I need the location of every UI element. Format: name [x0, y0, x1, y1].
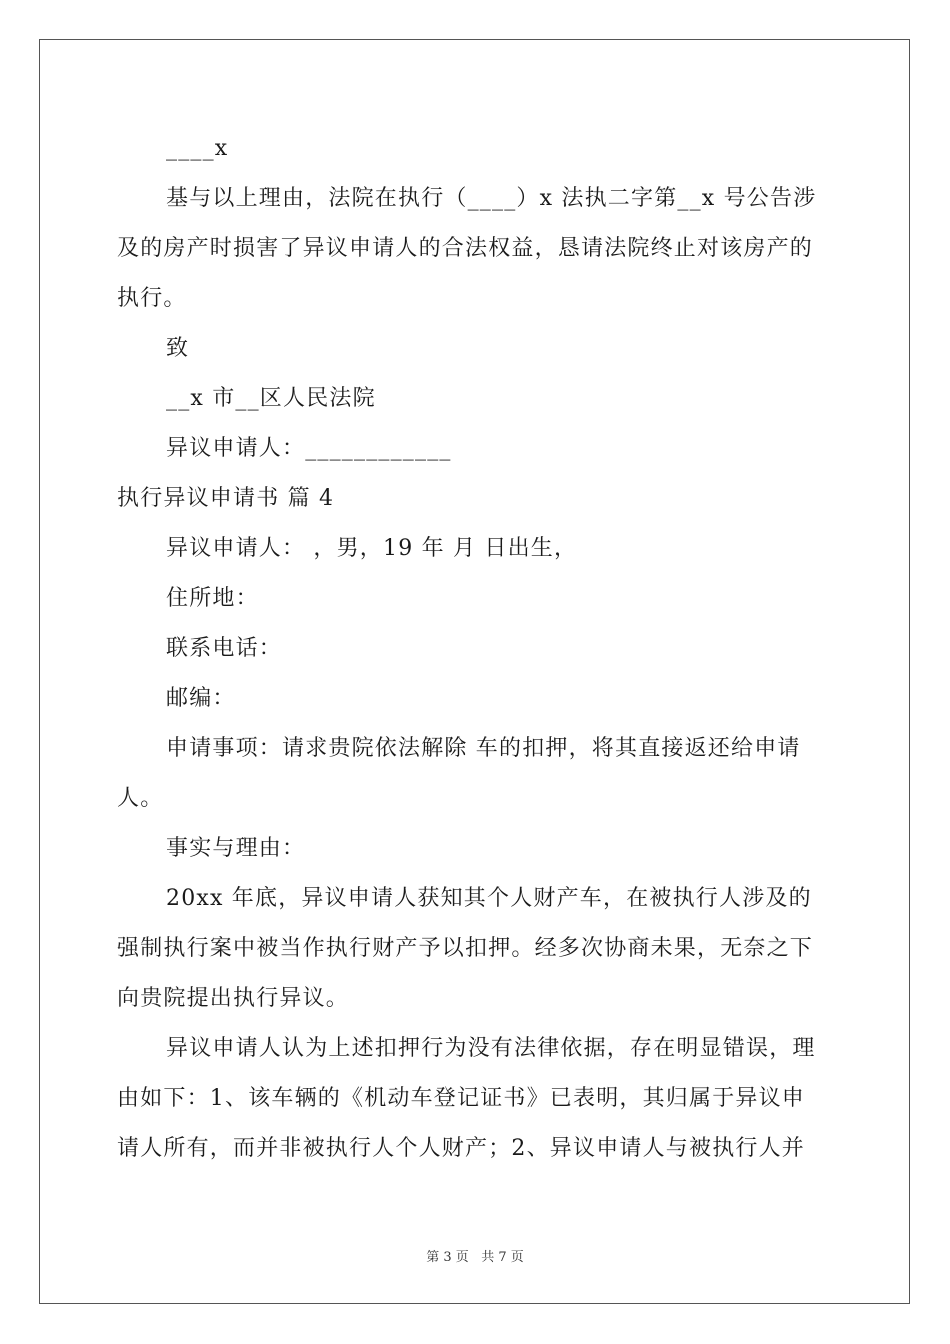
line-9: 异议申请人： ，男，19 年 月 日出生，	[166, 536, 578, 561]
line-11: 联系电话：	[166, 636, 283, 661]
line-21: 请人所有，而并非被执行人个人财产；2、异议申请人与被执行人并	[117, 1136, 805, 1161]
line-15: 事实与理由：	[166, 836, 306, 861]
line-2: 基与以上理由，法院在执行（____）x 法执二字第__x 号公告涉	[166, 186, 817, 211]
line-1: ____x	[166, 136, 229, 161]
line-12: 邮编：	[166, 686, 236, 711]
line-6: __x 市__区人民法院	[166, 386, 376, 411]
line-5: 致	[166, 336, 190, 361]
line-14: 人。	[117, 786, 164, 811]
line-13: 申请事项：请求贵院依法解除 车的扣押，将其直接返还给申请	[166, 736, 801, 761]
line-17: 强制执行案中被当作执行财产予以扣押。经多次协商未果，无奈之下	[117, 936, 814, 961]
line-3: 及的房产时损害了异议申请人的合法权益，恳请法院终止对该房产的	[117, 236, 814, 261]
line-16: 20xx 年底，异议申请人获知其个人财产车，在被执行人涉及的	[166, 886, 812, 911]
line-7: 异议申请人：____________	[166, 436, 452, 461]
line-19: 异议申请人认为上述扣押行为没有法律依据，存在明显错误，理	[166, 1036, 816, 1061]
line-20: 由如下：1、该车辆的《机动车登记证书》已表明，其归属于异议申	[117, 1086, 805, 1111]
line-18: 向贵院提出执行异议。	[117, 986, 350, 1011]
line-4: 执行。	[117, 286, 187, 311]
document-body	[117, 124, 833, 1174]
section-heading: 执行异议申请书 篇 4	[117, 486, 335, 511]
page-footer: 第 3 页 共 7 页	[426, 1250, 524, 1265]
line-10: 住所地：	[166, 586, 259, 611]
